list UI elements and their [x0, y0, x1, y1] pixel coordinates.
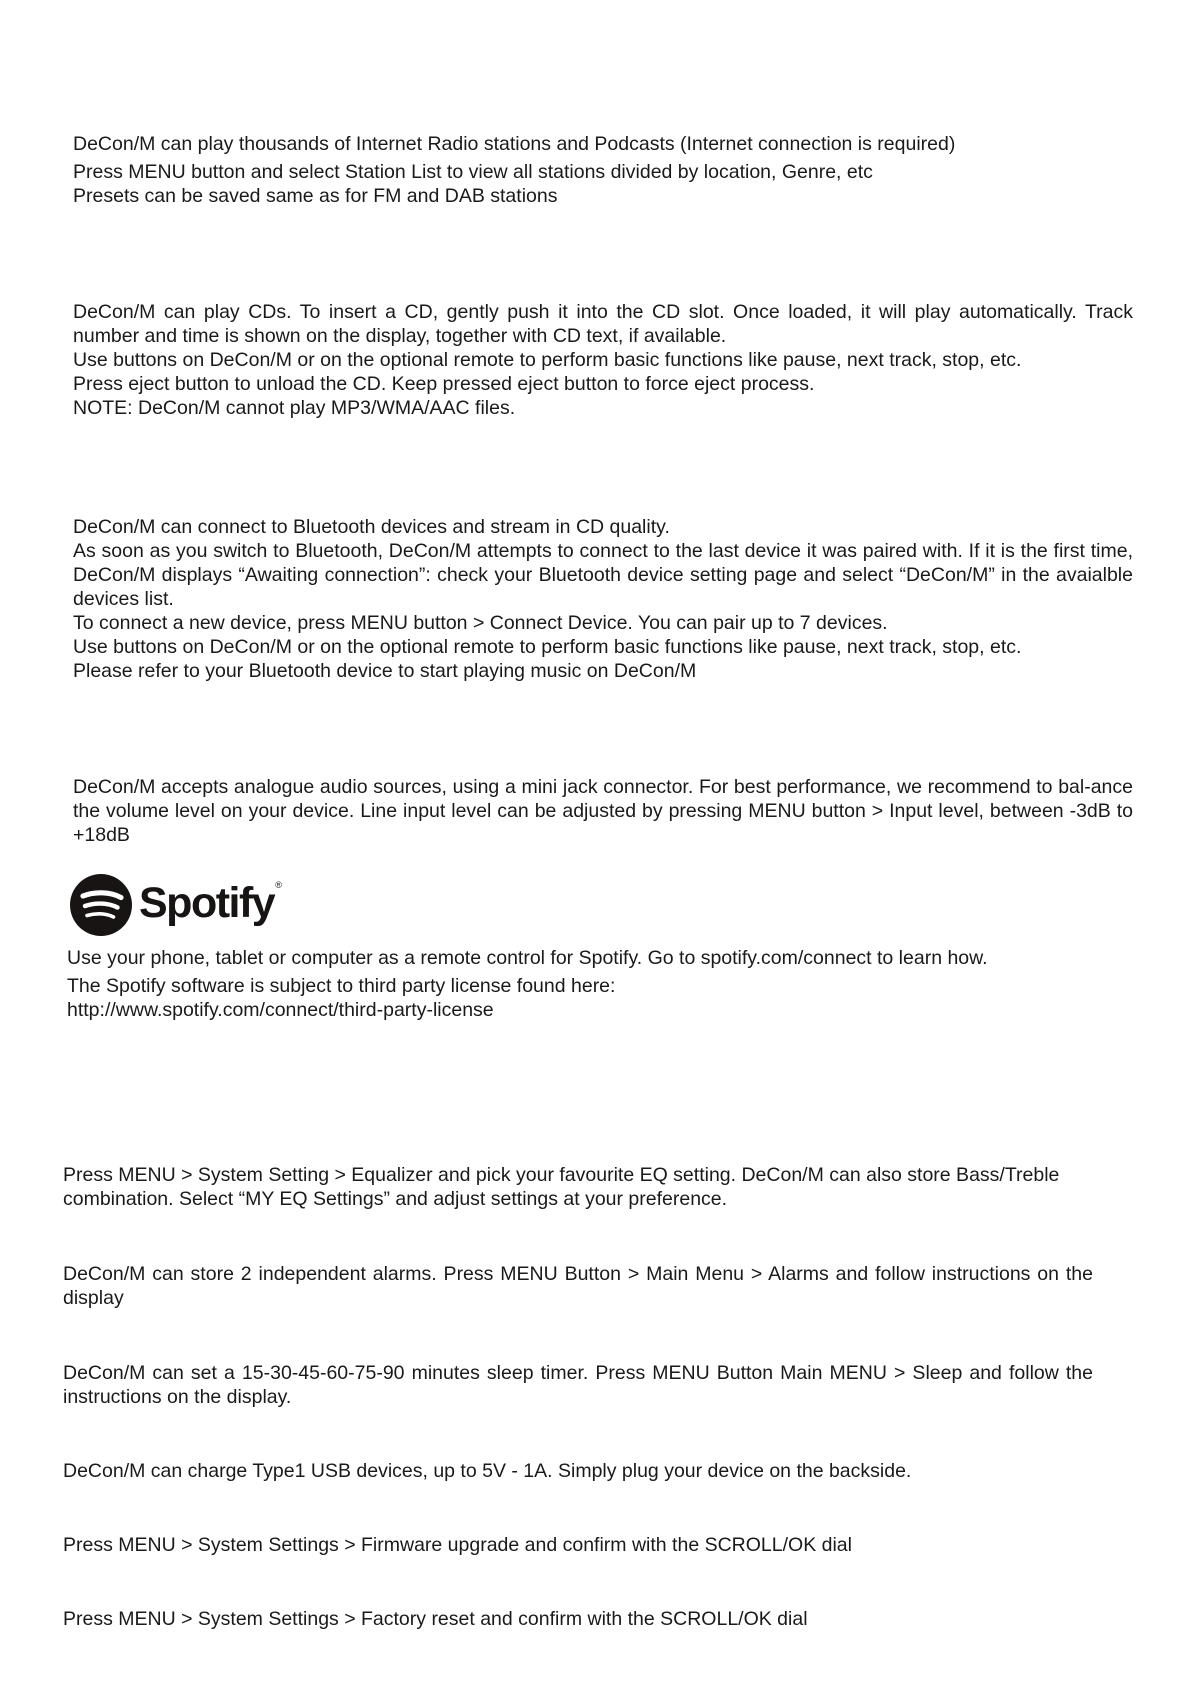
spotify-section	[67, 946, 1127, 1022]
equalizer-section	[63, 1163, 1093, 1211]
bluetooth-line-4: Use buttons on DeCon/M or on the optional remote to perform basic functions like pause, next track, stop, etc.	[73, 636, 1022, 658]
internet-radio-line-1: DeCon/M can play thousands of Internet Radio stations and Podcasts (Internet connection is required)	[73, 133, 956, 155]
spotify-icon	[70, 874, 132, 936]
cd-line-3: Press eject button to unload the CD. Keep pressed eject button to force eject process.	[73, 373, 815, 395]
bluetooth-line-5: Please refer to your Bluetooth device to start playing music on DeCon/M	[73, 660, 697, 682]
factory-reset-paragraph: Press MENU > System Settings > Factory reset and confirm with the SCROLL/OK dial	[63, 1608, 808, 1630]
factory-reset-section	[63, 1607, 1123, 1631]
firmware-section	[63, 1533, 1123, 1557]
usb-section	[63, 1459, 1123, 1483]
alarms-section	[63, 1262, 1093, 1310]
cd-paragraph-1: DeCon/M can play CDs. To insert a CD, gently push it into the CD slot. Once loaded, it will play automatically. Track number and time is shown on the display, together with CD text, if available.	[73, 301, 1133, 347]
bluetooth-section	[73, 515, 1133, 683]
internet-radio-line-3: Presets can be saved same as for FM and DAB stations	[73, 185, 558, 207]
cd-line-4: NOTE: DeCon/M cannot play MP3/WMA/AAC files.	[73, 397, 516, 419]
alarms-paragraph: DeCon/M can store 2 independent alarms. Press MENU Button > Main Menu > Alarms and follow instructions on the display	[63, 1263, 1093, 1309]
internet-radio-line-2: Press MENU button and select Station List to view all stations divided by location, Genre, etc	[73, 161, 873, 183]
bluetooth-line-1: DeCon/M can connect to Bluetooth devices and stream in CD quality.	[73, 516, 670, 538]
spotify-line-1: Use your phone, tablet or computer as a remote control for Spotify. Go to spotify.com/connect to learn how.	[67, 947, 988, 969]
bluetooth-line-3: To connect a new device, press MENU button > Connect Device. You can pair up to 7 devices.	[73, 612, 888, 634]
bluetooth-paragraph-2: As soon as you switch to Bluetooth, DeCon/M attempts to connect to the last device it was paired with. If it is the first time, DeCon/M displays “Awaiting connection”: check your Bluetooth device setting page and select “DeCon/M” in the avaialble devices list.	[73, 540, 1133, 610]
spotify-line-2: The Spotify software is subject to third party license found here:	[67, 975, 616, 997]
spotify-logo	[70, 872, 280, 938]
usb-paragraph: DeCon/M can charge Type1 USB devices, up to 5V - 1A. Simply plug your device on the backside.	[63, 1460, 912, 1482]
firmware-paragraph: Press MENU > System Settings > Firmware upgrade and confirm with the SCROLL/OK dial	[63, 1534, 852, 1556]
line-in-paragraph: DeCon/M accepts analogue audio sources, using a mini jack connector. For best performance, we recommend to bal-ance the volume level on your device. Line input level can be adjusted by pressing MENU button > Input level, between -3dB to +18dB	[73, 776, 1133, 846]
cd-section	[73, 300, 1133, 420]
sleep-paragraph: DeCon/M can set a 15-30-45-60-75-90 minutes sleep timer. Press MENU Button Main MENU > Sleep and follow the instructions on the display.	[63, 1362, 1093, 1408]
spotify-license-link[interactable]: http://www.spotify.com/connect/third-party-license	[67, 999, 494, 1021]
sleep-section	[63, 1361, 1093, 1409]
internet-radio-section	[73, 132, 1133, 208]
registered-mark: ®	[275, 879, 282, 890]
cd-line-2: Use buttons on DeCon/M or on the optional remote to perform basic functions like pause, next track, stop, etc.	[73, 349, 1022, 371]
equalizer-paragraph: Press MENU > System Setting > Equalizer and pick your favourite EQ setting. DeCon/M can also store Bass/Treble combination. Select “MY EQ Settings” and adjust settings at your preference.	[63, 1164, 1060, 1210]
line-in-section	[73, 775, 1133, 847]
spotify-wordmark: Spotify	[139, 878, 275, 927]
